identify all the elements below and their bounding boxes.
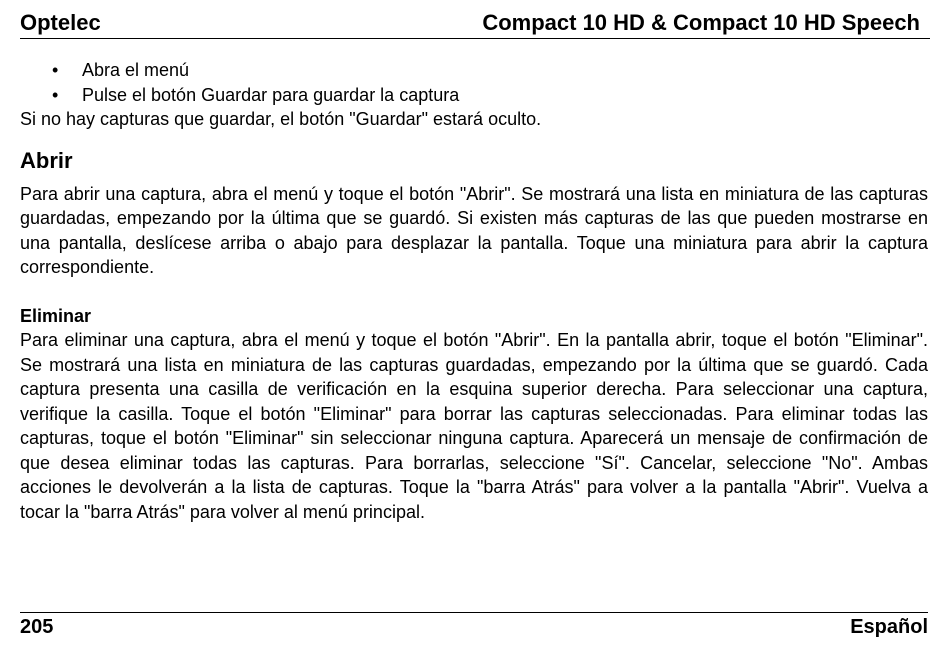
list-item (52, 83, 928, 108)
section-paragraph-abrir: Para abrir una captura, abra el menú y toque el botón "Abrir". Se mostrará una lista en miniatura de las capturas guardadas, empezando por la última que se guardó. Si existen más capturas de las que pueden mostrarse en una pantalla, deslícese arriba o abajo para desplazar la pantalla. Toque una miniatura para abrir la captura correspondiente. (20, 183, 928, 277)
list-item-text: Pulse el botón Guardar para guardar la captura (82, 84, 460, 105)
page-number: 205 (20, 616, 54, 638)
footer-language: Español (850, 616, 928, 638)
subsection-title-eliminar: Eliminar (20, 305, 92, 326)
bullet-list (20, 58, 928, 107)
bullet-icon: • (52, 60, 59, 80)
bullet-icon: • (52, 84, 59, 105)
section-title-abrir: Abrir (20, 147, 73, 173)
list-item (52, 58, 928, 83)
spacer (20, 280, 928, 304)
subsection-paragraph-eliminar: Para eliminar una captura, abra el menú y toque el botón "Abrir". En la pantalla abrir, toque el botón "Eliminar". Se mostrará una lista en miniatura de las capturas guardadas, empezando por la última que se guardó. Cada captura presenta una casilla de verificación en la esquina superior derecha. Para seleccionar una captura, verifique la casilla. Toque el botón "Eliminar" para borrar las capturas seleccionadas. Para eliminar todas las capturas, toque el botón "Eliminar" sin seleccionar ninguna captura. Aparecerá un mensaje de confirmación de que desea eliminar todas las capturas. Para borrarlas, seleccione "Sí". Cancelar, seleccione "No". Ambas acciones le devolverán a la lista de capturas. Toque la "barra Atrás" para volver a la pantalla "Abrir". Vuelva a tocar la "barra Atrás" para volver al menú principal. (20, 330, 928, 522)
brand-name: Optelec (20, 10, 101, 35)
intro-note: Si no hay capturas que guardar, el botón "Guardar" estará oculto. (20, 109, 542, 129)
page-header (20, 10, 930, 39)
page-footer (20, 612, 928, 638)
product-title: Compact 10 HD & Compact 10 HD Speech (482, 10, 920, 35)
page-content (20, 58, 928, 524)
list-item-text: Abra el menú (82, 60, 190, 80)
